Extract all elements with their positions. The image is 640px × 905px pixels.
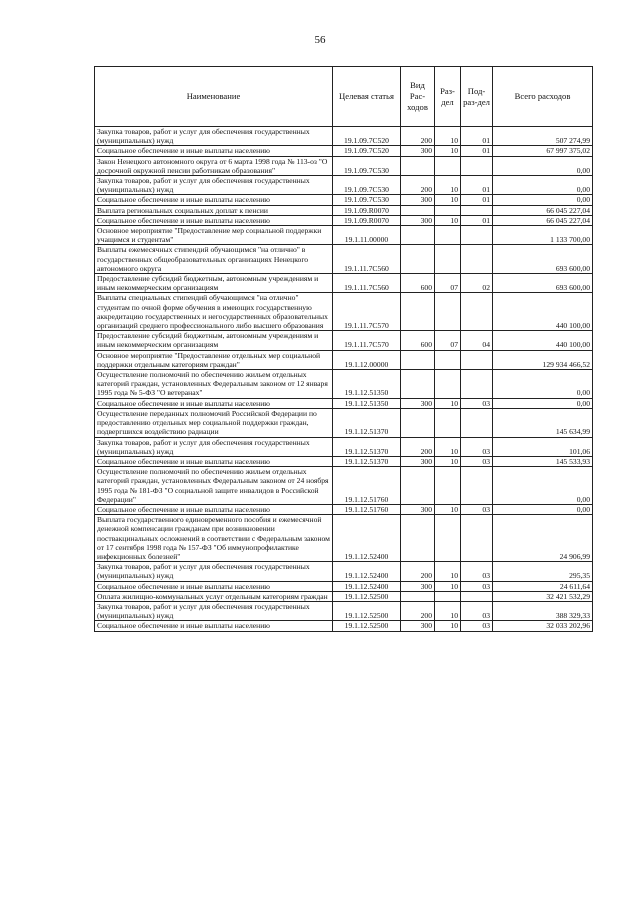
cell-target-article: 19.1.12.52500 — [333, 621, 401, 631]
cell-name: Предоставление субсидий бюджетным, автономным учреждениям и иным некоммерческим организациям — [95, 274, 333, 293]
cell-expense-type — [401, 370, 435, 399]
table-row — [95, 226, 593, 245]
cell-expense-type: 200 — [401, 562, 435, 581]
cell-subsection — [461, 591, 493, 601]
cell-expense-type: 300 — [401, 195, 435, 205]
cell-section: 10 — [435, 601, 461, 620]
cell-subsection — [461, 293, 493, 331]
cell-subsection: 03 — [461, 398, 493, 408]
cell-name: Закупка товаров, работ и услуг для обеспечения государственных (муниципальных) нужд — [95, 176, 333, 195]
cell-subsection: 01 — [461, 176, 493, 195]
cell-total: 693 600,00 — [493, 274, 593, 293]
cell-name: Выплаты ежемесячных стипендий обучающимся "на отлично" в государственных общеобразовательных организациях Ненецкого автономного округа — [95, 245, 333, 274]
cell-subsection — [461, 226, 493, 245]
header-name: Наименование — [95, 67, 333, 127]
cell-total: 0,00 — [493, 370, 593, 399]
cell-name: Социальное обеспечение и иные выплаты населению — [95, 456, 333, 466]
cell-name: Предоставление субсидий бюджетным, автономным учреждениям и иным некоммерческим организациям — [95, 331, 333, 350]
cell-section — [435, 408, 461, 437]
page-number: 56 — [314, 34, 326, 46]
cell-subsection: 01 — [461, 127, 493, 146]
cell-total: 693 600,00 — [493, 245, 593, 274]
cell-section: 07 — [435, 274, 461, 293]
cell-section — [435, 370, 461, 399]
cell-section — [435, 515, 461, 562]
cell-total: 32 033 202,96 — [493, 621, 593, 631]
cell-total: 66 045 227,04 — [493, 205, 593, 215]
cell-target-article: 19.1.09.7С530 — [333, 176, 401, 195]
header-subsection: Под-раз-дел — [461, 67, 493, 127]
cell-section: 10 — [435, 562, 461, 581]
cell-name: Социальное обеспечение и иные выплаты населению — [95, 398, 333, 408]
cell-expense-type: 300 — [401, 146, 435, 156]
table-row — [95, 504, 593, 514]
cell-name: Социальное обеспечение и иные выплаты населению — [95, 621, 333, 631]
cell-total: 507 274,99 — [493, 127, 593, 146]
table-row — [95, 437, 593, 456]
cell-name: Закупка товаров, работ и услуг для обеспечения государственных (муниципальных) нужд — [95, 562, 333, 581]
cell-subsection: 01 — [461, 146, 493, 156]
cell-total: 295,35 — [493, 562, 593, 581]
cell-expense-type: 600 — [401, 274, 435, 293]
cell-name: Социальное обеспечение и иные выплаты населению — [95, 504, 333, 514]
cell-expense-type: 300 — [401, 456, 435, 466]
cell-section: 10 — [435, 195, 461, 205]
table-row — [95, 467, 593, 505]
header-expense-type: Вид Рас-ходов — [401, 67, 435, 127]
cell-expense-type — [401, 226, 435, 245]
table-row — [95, 601, 593, 620]
cell-section — [435, 205, 461, 215]
cell-name: Закупка товаров, работ и услуг для обеспечения государственных (муниципальных) нужд — [95, 127, 333, 146]
cell-name: Оплата жилищно-коммунальных услуг отдельным категориям граждан — [95, 591, 333, 601]
table-row — [95, 456, 593, 466]
header-target-article: Целевая статья — [333, 67, 401, 127]
cell-subsection: 03 — [461, 504, 493, 514]
cell-subsection — [461, 515, 493, 562]
cell-subsection: 03 — [461, 601, 493, 620]
table-row — [95, 408, 593, 437]
cell-total: 0,00 — [493, 467, 593, 505]
cell-subsection — [461, 156, 493, 175]
cell-total: 0,00 — [493, 176, 593, 195]
cell-section: 10 — [435, 621, 461, 631]
header-section: Раз-дел — [435, 67, 461, 127]
cell-section: 07 — [435, 331, 461, 350]
cell-section: 10 — [435, 504, 461, 514]
cell-total: 24 611,64 — [493, 581, 593, 591]
cell-subsection — [461, 408, 493, 437]
cell-total: 67 997 375,02 — [493, 146, 593, 156]
table-row — [95, 146, 593, 156]
cell-target-article: 19.1.11.7С560 — [333, 274, 401, 293]
cell-total: 145 533,93 — [493, 456, 593, 466]
header-total-expenses: Всего расходов — [493, 67, 593, 127]
table-row — [95, 245, 593, 274]
table-row — [95, 176, 593, 195]
cell-expense-type: 200 — [401, 437, 435, 456]
cell-expense-type — [401, 408, 435, 437]
cell-expense-type — [401, 467, 435, 505]
cell-expense-type — [401, 293, 435, 331]
cell-total: 0,00 — [493, 398, 593, 408]
table-row — [95, 562, 593, 581]
cell-total: 145 634,99 — [493, 408, 593, 437]
cell-subsection: 01 — [461, 215, 493, 225]
cell-target-article: 19.1.12.52500 — [333, 601, 401, 620]
table-body — [95, 127, 593, 632]
cell-subsection: 03 — [461, 562, 493, 581]
cell-name: Социальное обеспечение и иные выплаты населению — [95, 581, 333, 591]
cell-target-article: 19.1.09.7С520 — [333, 127, 401, 146]
cell-expense-type: 600 — [401, 331, 435, 350]
cell-total: 101,06 — [493, 437, 593, 456]
cell-name: Выплата государственного единовременного пособия и ежемесячной денежной компенсации гражданам при возникновении поствакцинальных осложнений в соответствии с Федеральным законом от 17 сентября 1998 года № 157-ФЗ "Об иммунопрофилактике инфекционных болезней" — [95, 515, 333, 562]
cell-target-article: 19.1.12.51760 — [333, 467, 401, 505]
cell-expense-type: 200 — [401, 601, 435, 620]
table-row — [95, 195, 593, 205]
cell-target-article: 19.1.11.7С560 — [333, 245, 401, 274]
cell-target-article: 19.1.11.00000 — [333, 226, 401, 245]
cell-section: 10 — [435, 581, 461, 591]
cell-subsection: 04 — [461, 331, 493, 350]
table-row — [95, 591, 593, 601]
cell-target-article: 19.1.12.51350 — [333, 370, 401, 399]
cell-expense-type: 300 — [401, 621, 435, 631]
table-row — [95, 398, 593, 408]
cell-expense-type — [401, 205, 435, 215]
cell-expense-type: 300 — [401, 398, 435, 408]
cell-expense-type — [401, 515, 435, 562]
cell-subsection: 03 — [461, 437, 493, 456]
cell-subsection — [461, 350, 493, 369]
cell-target-article: 19.1.12.00000 — [333, 350, 401, 369]
table-row — [95, 515, 593, 562]
cell-section — [435, 350, 461, 369]
cell-subsection — [461, 245, 493, 274]
cell-total: 440 100,00 — [493, 293, 593, 331]
cell-expense-type — [401, 245, 435, 274]
cell-subsection — [461, 467, 493, 505]
cell-target-article: 19.1.09.R0070 — [333, 205, 401, 215]
table-row — [95, 215, 593, 225]
cell-total: 1 133 700,00 — [493, 226, 593, 245]
table-header-row — [95, 67, 593, 127]
table-row — [95, 350, 593, 369]
cell-target-article: 19.1.12.52400 — [333, 581, 401, 591]
cell-target-article: 19.1.12.51370 — [333, 408, 401, 437]
table-row — [95, 370, 593, 399]
cell-name: Выплаты специальных стипендий обучающимся "на отлично" студентам по очной форме обучения в имеющих государственную аккредитацию государственных и негосударственных образовательных организаций среднего профессионального либо высшего образования — [95, 293, 333, 331]
table-row — [95, 205, 593, 215]
cell-expense-type: 300 — [401, 504, 435, 514]
cell-subsection: 03 — [461, 456, 493, 466]
cell-name: Осуществление полномочий по обеспечению жильем отдельных категорий граждан, установленных Федеральным законом от 24 ноября 1995 года № 181-ФЗ "О социальной защите инвалидов в Российской Федерации" — [95, 467, 333, 505]
cell-total: 0,00 — [493, 195, 593, 205]
cell-expense-type — [401, 350, 435, 369]
cell-total: 388 329,33 — [493, 601, 593, 620]
cell-name: Социальное обеспечение и иные выплаты населению — [95, 146, 333, 156]
cell-target-article: 19.1.12.52400 — [333, 515, 401, 562]
cell-section: 10 — [435, 456, 461, 466]
cell-name: Осуществление переданных полномочий Российской Федерации по предоставлению отдельных мер социальной поддержки граждан, подвергшихся воздействию радиации — [95, 408, 333, 437]
cell-subsection: 01 — [461, 195, 493, 205]
cell-target-article: 19.1.12.51370 — [333, 456, 401, 466]
cell-name: Социальное обеспечение и иные выплаты населению — [95, 195, 333, 205]
cell-section — [435, 156, 461, 175]
cell-target-article: 19.1.11.7С570 — [333, 331, 401, 350]
cell-target-article: 19.1.09.7С520 — [333, 146, 401, 156]
cell-name: Основное мероприятие "Предоставление отдельных мер социальной поддержки отдельным категориям граждан" — [95, 350, 333, 369]
cell-section — [435, 245, 461, 274]
cell-total: 0,00 — [493, 156, 593, 175]
cell-target-article: 19.1.12.52400 — [333, 562, 401, 581]
cell-name: Основное мероприятие "Предоставление мер социальной поддержки учащимся и студентам" — [95, 226, 333, 245]
cell-target-article: 19.1.12.51350 — [333, 398, 401, 408]
budget-table — [94, 66, 593, 632]
cell-name: Социальное обеспечение и иные выплаты населению — [95, 215, 333, 225]
cell-expense-type: 300 — [401, 581, 435, 591]
cell-section: 10 — [435, 146, 461, 156]
cell-section — [435, 467, 461, 505]
cell-section — [435, 293, 461, 331]
cell-subsection: 02 — [461, 274, 493, 293]
cell-name: Закупка товаров, работ и услуг для обеспечения государственных (муниципальных) нужд — [95, 437, 333, 456]
table-row — [95, 293, 593, 331]
table-row — [95, 274, 593, 293]
cell-section — [435, 226, 461, 245]
cell-expense-type — [401, 591, 435, 601]
cell-expense-type: 200 — [401, 176, 435, 195]
cell-section — [435, 591, 461, 601]
cell-target-article: 19.1.11.7С570 — [333, 293, 401, 331]
cell-expense-type — [401, 156, 435, 175]
cell-section: 10 — [435, 176, 461, 195]
cell-subsection — [461, 370, 493, 399]
cell-total: 32 421 532,29 — [493, 591, 593, 601]
cell-name: Выплата региональных социальных доплат к пенсии — [95, 205, 333, 215]
cell-expense-type: 300 — [401, 215, 435, 225]
cell-name: Осуществление полномочий по обеспечению жильем отдельных категорий граждан, установленных Федеральным законом от 12 января 1995 года № 5-ФЗ "О ветеранах" — [95, 370, 333, 399]
cell-section: 10 — [435, 398, 461, 408]
cell-target-article: 19.1.12.51760 — [333, 504, 401, 514]
table-row — [95, 156, 593, 175]
cell-target-article: 19.1.12.52500 — [333, 591, 401, 601]
cell-name: Закупка товаров, работ и услуг для обеспечения государственных (муниципальных) нужд — [95, 601, 333, 620]
cell-subsection — [461, 205, 493, 215]
cell-target-article: 19.1.12.51370 — [333, 437, 401, 456]
table-row — [95, 331, 593, 350]
cell-expense-type: 200 — [401, 127, 435, 146]
cell-total: 24 906,99 — [493, 515, 593, 562]
table-row — [95, 581, 593, 591]
cell-subsection: 03 — [461, 621, 493, 631]
cell-name: Закон Ненецкого автономного округа от 6 марта 1998 года № 113-оз "О досрочной окружной пенсии работникам образования" — [95, 156, 333, 175]
cell-section: 10 — [435, 127, 461, 146]
cell-subsection: 03 — [461, 581, 493, 591]
cell-total: 66 045 227,04 — [493, 215, 593, 225]
cell-target-article: 19.1.09.7С530 — [333, 195, 401, 205]
cell-total: 440 100,00 — [493, 331, 593, 350]
table-row — [95, 621, 593, 631]
cell-total: 129 934 466,52 — [493, 350, 593, 369]
cell-section: 10 — [435, 215, 461, 225]
cell-target-article: 19.1.09.7С530 — [333, 156, 401, 175]
cell-target-article: 19.1.09.R0070 — [333, 215, 401, 225]
cell-section: 10 — [435, 437, 461, 456]
cell-total: 0,00 — [493, 504, 593, 514]
table-row — [95, 127, 593, 146]
